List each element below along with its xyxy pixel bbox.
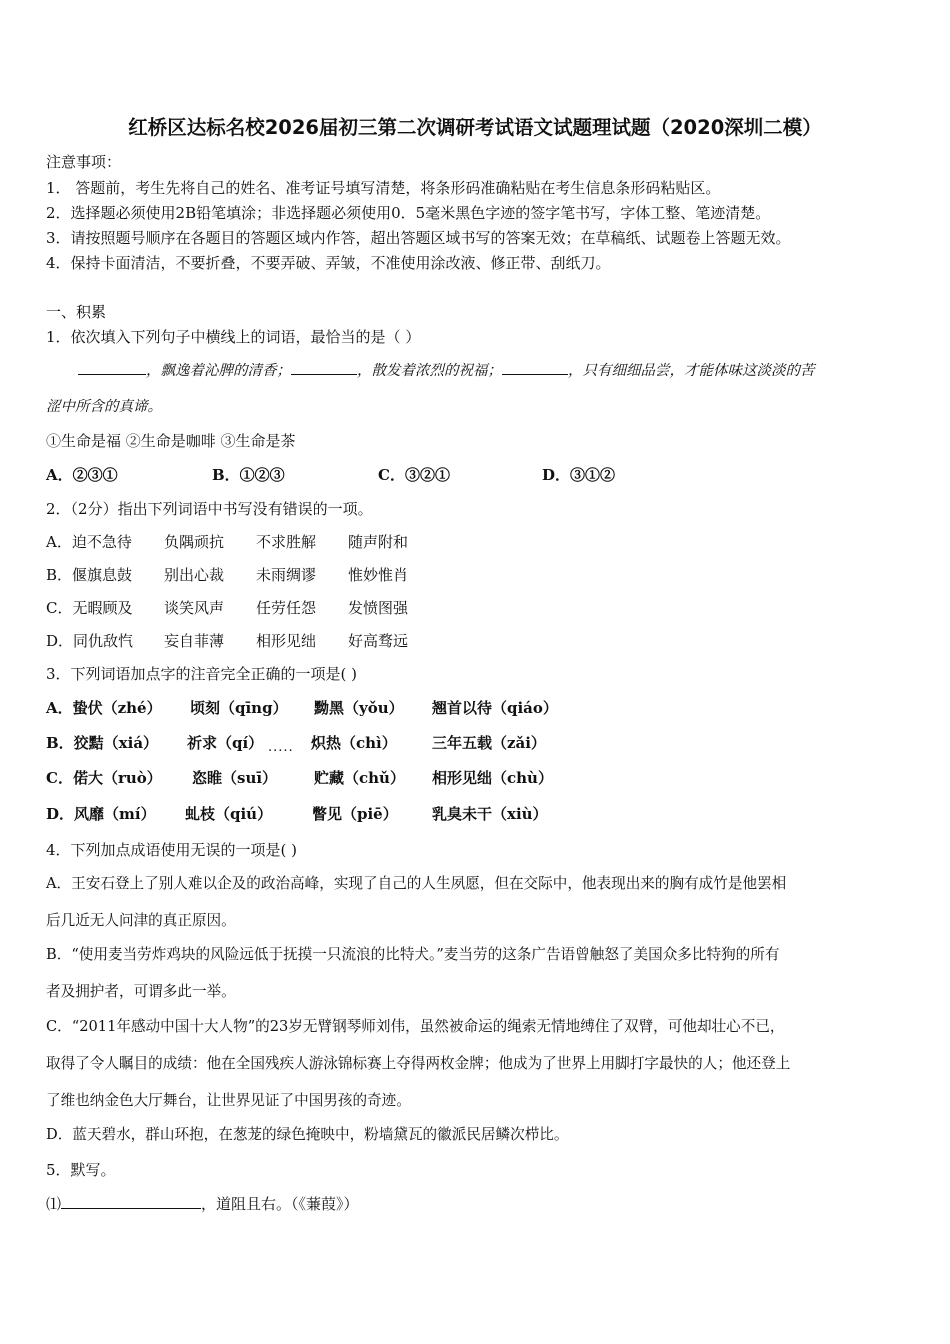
q4-option-a-cont: 后几近无人问津的真正原因。 — [46, 912, 236, 929]
q3-option-d-item: 虬枝（qiú） — [185, 805, 273, 823]
q4-stem: 4．下列加点成语使用无误的一项是( ) — [46, 841, 298, 859]
q2-option-a-word: 随声附和 — [348, 533, 409, 551]
fill-blank — [61, 1194, 201, 1209]
q2-option-b-word: 惟妙惟肖 — [348, 566, 409, 584]
q1-phrase: ，散发着浓烈的祝福； — [357, 363, 502, 379]
q3-option-b-item: B．狡黠（xiá） — [46, 734, 159, 752]
q1-phrase: ，只有细细品尝，才能体味这淡淡的苦 — [568, 363, 815, 379]
q3-option-a-item: 顷刻（qīng） — [190, 699, 288, 717]
q2-option-d-word: 好高骛远 — [348, 632, 409, 650]
q5-item-1 — [46, 1194, 359, 1214]
q3-option-a-item: A．蛰伏（zhé） — [46, 699, 162, 717]
q5-stem: 5．默写。 — [46, 1161, 116, 1179]
fill-blank — [78, 360, 146, 375]
q2-option-d-word: D．同仇敌忾 — [46, 632, 134, 650]
q2-option-a-word: 负隅顽抗 — [164, 533, 225, 551]
q4-option-c: C．“2011年感动中国十大人物”的23岁无臂钢琴师刘伟，虽然被命运的绳索无情地缚住了双臂，可他却壮心不已， — [46, 1018, 785, 1035]
q1-sentence-line2: 涩中所含的真谛。 — [46, 399, 162, 415]
notice-item: 1． 答题前，考生先将自己的姓名、准考证号填写清楚，将条形码准确粘贴在考生信息条形码粘贴区。 — [46, 179, 721, 197]
section-heading: 一、积累 — [46, 303, 107, 321]
q3-option-c-item: C．偌大（ruò） — [46, 769, 162, 787]
q3-option-c-item: 相形见绌（chù） — [432, 769, 553, 787]
q4-option-c-cont: 了维也纳金色大厅舞台，让世界见证了中国男孩的奇迹。 — [46, 1092, 411, 1109]
q3-option-c-item: 恣睢（suī） — [192, 769, 278, 787]
q2-option-a-word: A．迫不急待 — [46, 533, 132, 551]
q3-option-a-item: 翘首以待（qiáo） — [432, 699, 558, 717]
q3-stem: 3．下列词语加点字的注音完全正确的一项是( ) — [46, 665, 358, 683]
q4-option-b-cont: 者及拥护者，可谓多此一举。 — [46, 983, 236, 1000]
notice-item: 2．选择题必须使用2B铅笔填涂；非选择题必须使用0．5毫米黑色字迹的签字笔书写，字体工整、笔迹清楚。 — [46, 204, 771, 222]
q3-option-c-item: 贮藏（chǔ） — [314, 769, 405, 787]
q2-option-c-word: 谈笑风声 — [164, 599, 225, 617]
q4-option-d: D．蓝天碧水，群山环抱，在葱茏的绿色掩映中，粉墙黛瓦的徽派民居鳞次栉比。 — [46, 1126, 569, 1143]
fill-blank — [291, 360, 357, 375]
q3-option-d-item: D．风靡（mí） — [46, 805, 156, 823]
q1-sentence-line1 — [78, 360, 815, 381]
page-title: 红桥区达标名校2026届初三第二次调研考试语文试题理试题（2020深圳二模） — [128, 116, 822, 139]
q1-option-d: D．③①② — [542, 466, 616, 484]
q1-phrase: ，飘逸着沁脾的清香； — [146, 363, 291, 379]
q2-option-a-word: 不求胜解 — [256, 533, 317, 551]
q3-option-a-item: 黝黑（yǒu） — [314, 699, 404, 717]
notice-item: 3．请按照题号顺序在各题目的答题区域内作答，超出答题区域书写的答案无效；在草稿纸、试题卷上答题无效。 — [46, 229, 791, 247]
q4-option-c-cont: 取得了令人瞩目的成绩：他在全国残疾人游泳锦标赛上夺得两枚金牌；他成为了世界上用脚打字最快的人；他还登上 — [46, 1055, 791, 1072]
emphasis-dots: ..... — [268, 740, 294, 755]
fill-blank — [502, 360, 568, 375]
q3-option-d-item: 瞥见（piē） — [312, 805, 398, 823]
q5-item-number: ⑴ — [46, 1195, 62, 1213]
q1-option-b: B．①②③ — [212, 466, 285, 484]
q2-stem: 2．（2分）指出下列词语中书写没有错误的一项。 — [46, 500, 373, 518]
q5-item-text: ，道阻且右。（《蒹葭》） — [201, 1195, 359, 1213]
q3-option-b-item: 祈求（qí） — [187, 734, 264, 752]
q1-choices: ①生命是福 ②生命是咖啡 ③生命是茶 — [46, 432, 296, 450]
q1-stem: 1．依次填入下列句子中横线上的词语，最恰当的是（ ） — [46, 328, 421, 346]
q2-option-d-word: 妄自菲薄 — [164, 632, 225, 650]
q2-option-c-word: 任劳任怨 — [256, 599, 317, 617]
q2-option-d-word: 相形见绌 — [256, 632, 317, 650]
notice-item: 4．保持卡面清洁，不要折叠，不要弄破、弄皱，不准使用涂改液、修正带、刮纸刀。 — [46, 254, 611, 272]
q1-option-c: C．③②① — [378, 466, 450, 484]
q3-option-d-item: 乳臭未干（xiù） — [432, 805, 548, 823]
q1-option-a: A．②③① — [46, 466, 118, 484]
q2-option-b-word: B．偃旗息鼓 — [46, 566, 133, 584]
notice-heading: 注意事项： — [46, 153, 122, 171]
q2-option-c-word: 发愤图强 — [348, 599, 409, 617]
q3-option-b-item: 炽热（chì） — [311, 734, 397, 752]
q2-option-b-word: 未雨绸谬 — [256, 566, 317, 584]
q2-option-c-word: C．无暇顾及 — [46, 599, 133, 617]
q4-option-b: B．“使用麦当劳炸鸡块的风险远低于抚摸一只流浪的比特犬。”麦当劳的这条广告语曾触怒了美国众多比特狗的所有 — [46, 946, 780, 963]
q3-option-b-item: 三年五载（zǎi） — [432, 734, 546, 752]
q4-option-a: A．王安石登上了别人难以企及的政治高峰，实现了自己的人生夙愿，但在交际中，他表现出来的胸有成竹是他罢相 — [46, 875, 787, 892]
q2-option-b-word: 别出心裁 — [164, 566, 225, 584]
